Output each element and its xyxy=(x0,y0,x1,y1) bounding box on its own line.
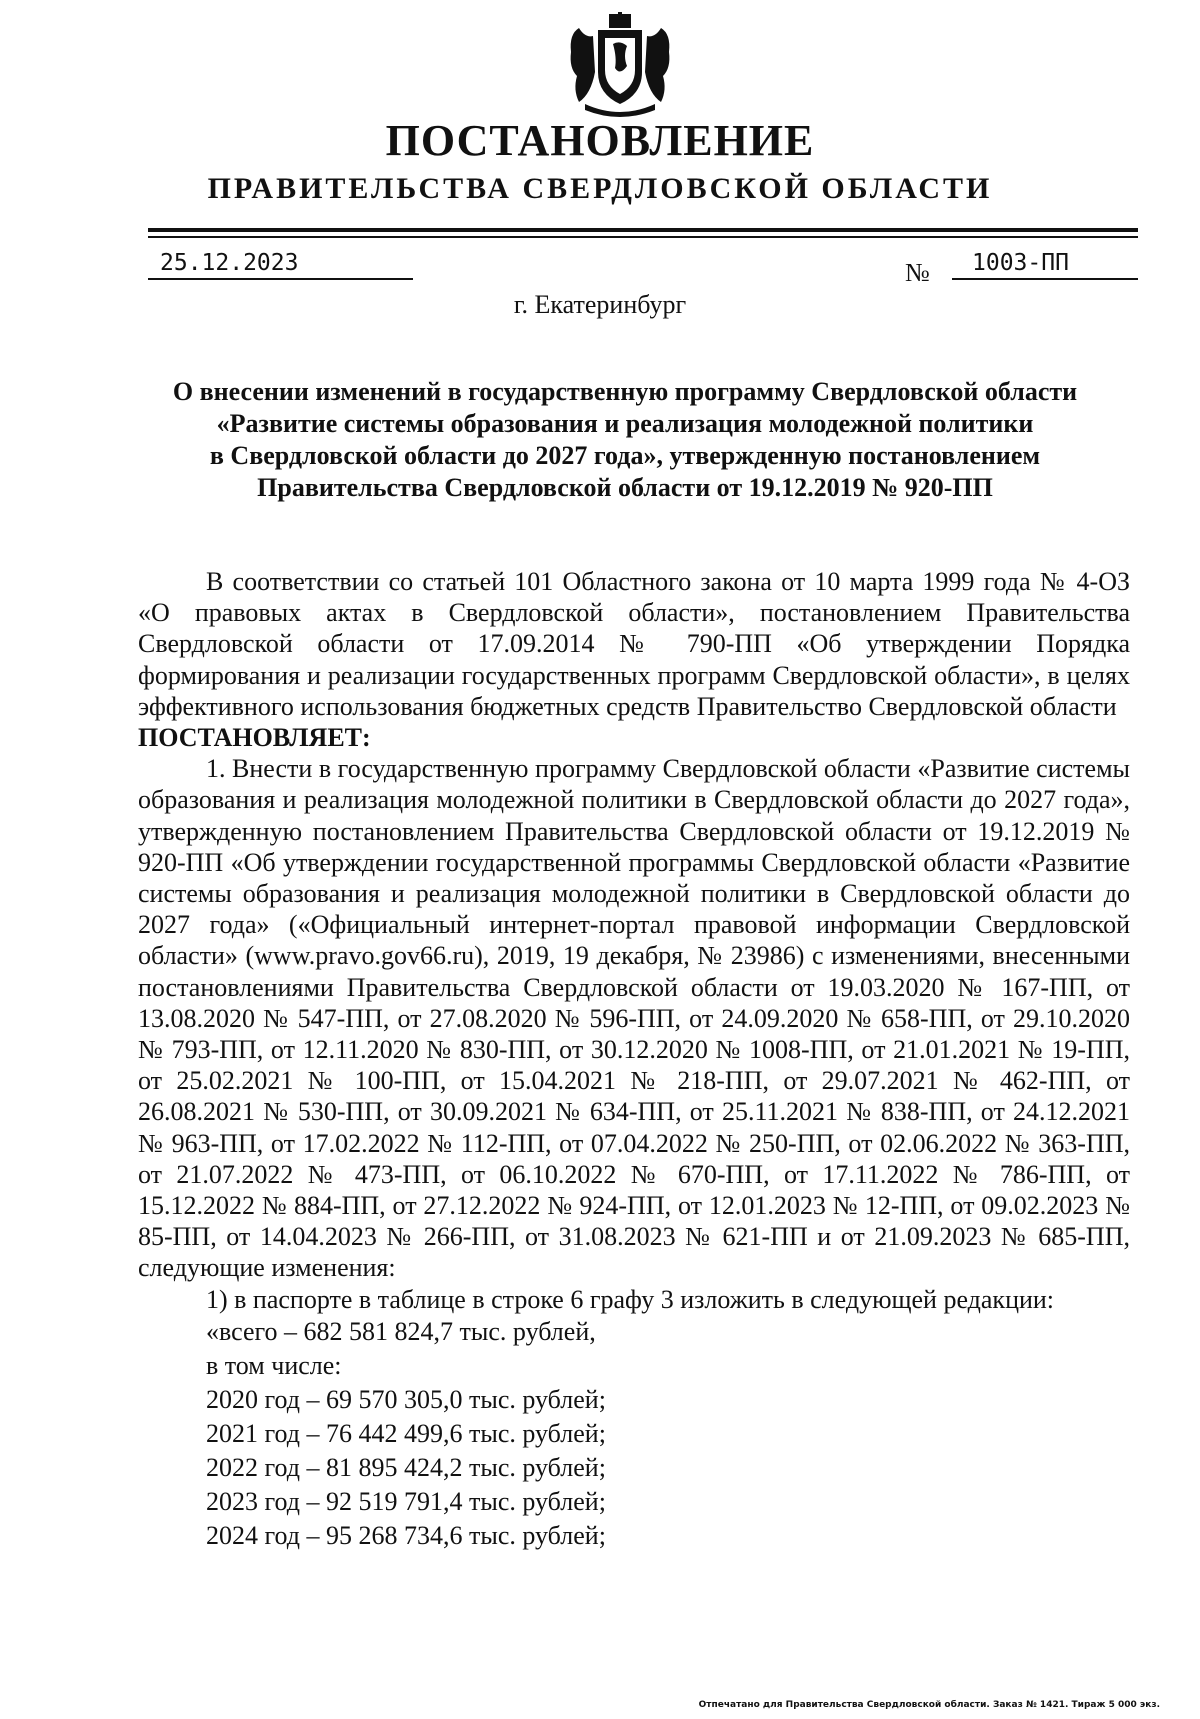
amount-total: «всего – 682 581 824,7 тыс. рублей, xyxy=(206,1316,596,1346)
document-city: г. Екатеринбург xyxy=(513,290,687,319)
amount-year: 2021 год – 76 442 499,6 тыс. рублей; xyxy=(206,1418,606,1448)
header-rule-thin xyxy=(148,236,1138,238)
heading-line: Правительства Свердловской области от 19.12.2019 № 920-ПП xyxy=(257,473,993,502)
item-1-paragraph: 1. Внести в государственную программу Свердловской области «Развитие системы образования и реализация молодежной политики в Свердловской области до 2027 года», утвержденную постановлением Правительства Свердловской области от 19.12.2019 № 920-ПП «Об утверждении государственной программы Свердловской области «Развитие системы образования и реализация молодежной политики в Свердловской области до 2027 года» («Официальный интернет-портал правовой информации Свердловской области» (www.pravo.gov66.ru), 2019, 19 декабря, № 23986) с изменениями, внесенными постановлениями Правительства Свердловской области от 19.03.2020 № 167-ПП, от 13.08.2020 № 547-ПП, от 27.08.2020 № 596-ПП, от 24.09.2020 № 658-ПП, от 29.10.2020 № 793-ПП, от 12.11.2020 № 830-ПП, от 30.12.2020 № 1008-ПП, от 21.01.2021 № 19-ПП, от 25.02.2021 № 100-ПП, от 15.04.2021 № 218-ПП, от 29.07.2021 № 462-ПП, от 26.08.2021 № 530-ПП, от 30.09.2021 № 634-ПП, от 25.11.2021 № 838-ПП, от 24.12.2021 № 963-ПП, от 17.02.2022 № 112-ПП, от 07.04.2022 № 250-ПП, от 02.06.2022 № 363-ПП, от 21.07.2022 № 473-ПП, от 06.10.2022 № 670-ПП, от 17.11.2022 № 786-ПП, от 15.12.2022 № 884-ПП, от 27.12.2022 № 924-ПП, от 12.01.2023 № 12-ПП, от 09.02.2023 № 85-ПП, от 14.04.2023 № 266-ПП, от 31.08.2023 № 621-ПП и от 21.09.2023 № 685-ПП, следующие изменения: xyxy=(138,754,1130,1283)
document-date: 25.12.2023 xyxy=(148,250,413,280)
heading-line: «Развитие системы образования и реализация молодежной политики xyxy=(216,409,1034,438)
print-footer: Отпечатано для Правительства Свердловской области. Заказ № 1421. Тираж 5 000 экз. xyxy=(698,1700,1160,1710)
preamble-paragraph: В соответствии со статьей 101 Областного закона от 10 марта 1999 года № 4-ОЗ «О правовых актах в Свердловской области», постановлением Правительства Свердловской области от 17.09.2014 № 790-ПП «Об утверждении Порядка формирования и реализации государственных программ Свердловской области», в целях эффективного использования бюджетных средств Правительство Свердловской области xyxy=(138,567,1130,721)
amount-including: в том числе: xyxy=(206,1350,342,1380)
amount-year: 2024 год – 95 268 734,6 тыс. рублей; xyxy=(206,1520,606,1550)
header-rule-thick xyxy=(148,228,1138,232)
document-title: ПОСТАНОВЛЕНИЕ xyxy=(385,116,815,165)
amount-year: 2020 год – 69 570 305,0 тыс. рублей; xyxy=(206,1384,606,1414)
document-subtitle: ПРАВИТЕЛЬСТВА СВЕРДЛОВСКОЙ ОБЛАСТИ xyxy=(207,172,993,205)
amount-year: 2023 год – 92 519 791,4 тыс. рублей; xyxy=(206,1486,606,1516)
funding-amounts xyxy=(138,1315,1130,1553)
amount-year: 2022 год – 81 895 424,2 тыс. рублей; xyxy=(206,1452,606,1482)
number-sign: № xyxy=(905,258,930,287)
sverdlovsk-coat-of-arms-icon xyxy=(565,12,675,117)
heading-line: О внесении изменений в государственную программу Свердловской области xyxy=(172,377,1078,406)
document-number: 1003-ПП xyxy=(952,250,1138,280)
resolves-heading: ПОСТАНОВЛЯЕТ: xyxy=(138,723,371,753)
document-body xyxy=(138,566,1130,1553)
subitem-1: 1) в паспорте в таблице в строке 6 графу 3 изложить в следующей редакции: xyxy=(206,1284,1055,1314)
heading-line: в Свердловской области до 2027 года», утвержденную постановлением xyxy=(209,441,1041,470)
document-heading xyxy=(120,376,1130,504)
